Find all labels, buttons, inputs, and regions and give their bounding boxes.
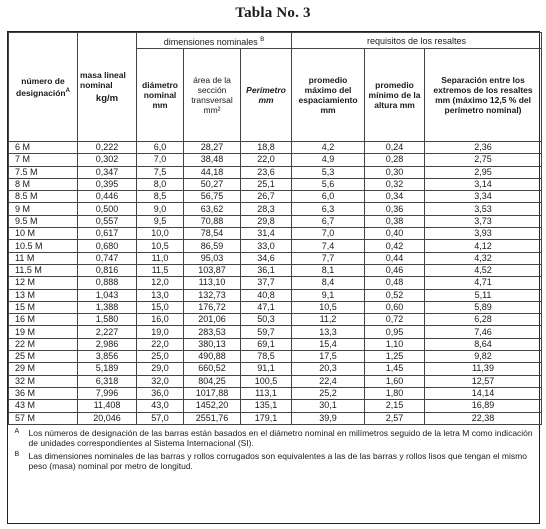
- cell-mass: 0,302: [78, 154, 137, 166]
- cell-mass: 0,222: [78, 142, 137, 154]
- table-row: [9, 314, 542, 326]
- cell-mass: 1,388: [78, 301, 137, 313]
- cell-separation: 3,73: [425, 215, 542, 227]
- cell-area: 86,59: [184, 240, 241, 252]
- cell-height: 0,30: [365, 166, 425, 178]
- cell-height: 0,28: [365, 154, 425, 166]
- table-row: [9, 191, 542, 203]
- table-row: [9, 351, 542, 363]
- table-row: [9, 289, 542, 301]
- header-diameter-unit: mm: [152, 100, 168, 110]
- table-notes: [9, 424, 542, 476]
- cell-perimeter: 23,6: [241, 166, 292, 178]
- cell-mass: 11,408: [78, 400, 137, 412]
- cell-diameter: 29,0: [137, 363, 184, 375]
- header-perimeter-label: Perímetro: [246, 85, 286, 95]
- header-mass-unit: kg/m: [95, 93, 119, 104]
- cell-height: 0,46: [365, 264, 425, 276]
- cell-area: 804,25: [184, 375, 241, 387]
- cell-area: 380,13: [184, 338, 241, 350]
- table-row: [9, 178, 542, 190]
- header-separation-label: Separación entre los extremos de los resaltes mm (máximo 12,5 % del perímetro nominal): [433, 75, 533, 115]
- note-b-mark: B: [14, 450, 20, 458]
- cell-perimeter: 34,6: [241, 252, 292, 264]
- cell-height: 0,34: [365, 191, 425, 203]
- table-row: [9, 215, 542, 227]
- cell-separation: 22,38: [425, 412, 542, 424]
- cell-diameter: 25,0: [137, 351, 184, 363]
- cell-diameter: 16,0: [137, 314, 184, 326]
- table-row: [9, 166, 542, 178]
- table-row: [9, 203, 542, 215]
- cell-spacing: 15,4: [292, 338, 365, 350]
- cell-mass: 1,043: [78, 289, 137, 301]
- cell-diameter: 6,0: [137, 142, 184, 154]
- cell-height: 1,25: [365, 351, 425, 363]
- cell-diameter: 11,0: [137, 252, 184, 264]
- cell-perimeter: 22,0: [241, 154, 292, 166]
- table-row: [9, 142, 542, 154]
- cell-height: 0,42: [365, 240, 425, 252]
- cell-diameter: 10,5: [137, 240, 184, 252]
- cell-area: 113,10: [184, 277, 241, 289]
- cell-mass: 0,500: [78, 203, 137, 215]
- cell-separation: 4,52: [425, 264, 542, 276]
- cell-perimeter: 69,1: [241, 338, 292, 350]
- cell-spacing: 4,9: [292, 154, 365, 166]
- cell-separation: 5,89: [425, 301, 542, 313]
- header-requirements-label: requisitos de los resaltes: [367, 35, 467, 46]
- header-diameter-label: diámetro nominal: [142, 80, 178, 100]
- cell-mass: 0,747: [78, 252, 137, 264]
- header-designation-label: número de designación: [16, 76, 66, 98]
- cell-separation: 11,39: [425, 363, 542, 375]
- header-diameter: [137, 49, 184, 142]
- cell-area: 201,06: [184, 314, 241, 326]
- header-area-unit: mm²: [203, 105, 221, 115]
- cell-area: 2551,76: [184, 412, 241, 424]
- cell-perimeter: 50,3: [241, 314, 292, 326]
- cell-separation: 12,57: [425, 375, 542, 387]
- cell-perimeter: 100,5: [241, 375, 292, 387]
- cell-area: 95,03: [184, 252, 241, 264]
- table-row: [9, 228, 542, 240]
- header-designation-mark: A: [65, 88, 70, 95]
- cell-spacing: 6,3: [292, 203, 365, 215]
- header-perimeter-unit: mm: [258, 95, 274, 105]
- cell-diameter: 15,0: [137, 301, 184, 313]
- cell-separation: 2,75: [425, 154, 542, 166]
- cell-area: 78,54: [184, 228, 241, 240]
- cell-perimeter: 25,1: [241, 178, 292, 190]
- cell-spacing: 8,4: [292, 277, 365, 289]
- table-row: [9, 277, 542, 289]
- cell-spacing: 22,4: [292, 375, 365, 387]
- cell-height: 0,48: [365, 277, 425, 289]
- cell-mass: 0,888: [78, 277, 137, 289]
- cell-height: 0,32: [365, 178, 425, 190]
- cell-designation: 6 M: [9, 142, 78, 154]
- table-row: [9, 400, 542, 412]
- cell-area: 1017,88: [184, 387, 241, 399]
- cell-area: 103,87: [184, 264, 241, 276]
- cell-diameter: 19,0: [137, 326, 184, 338]
- cell-height: 1,80: [365, 387, 425, 399]
- rebar-table: [8, 32, 542, 476]
- cell-designation: 36 M: [9, 387, 78, 399]
- cell-spacing: 8,1: [292, 264, 365, 276]
- cell-diameter: 8,5: [137, 191, 184, 203]
- cell-height: 0,44: [365, 252, 425, 264]
- cell-height: 0,72: [365, 314, 425, 326]
- header-mass: [78, 33, 137, 142]
- cell-area: 38,48: [184, 154, 241, 166]
- cell-height: 0,24: [365, 142, 425, 154]
- cell-designation: 9 M: [9, 203, 78, 215]
- cell-perimeter: 29,8: [241, 215, 292, 227]
- cell-designation: 32 M: [9, 375, 78, 387]
- cell-separation: 6,28: [425, 314, 542, 326]
- header-height-label: promedio mínimo de la altura mm: [368, 80, 421, 110]
- header-nominal-group-label: dimensiones nominales: [163, 36, 258, 47]
- table-row: [9, 375, 542, 387]
- cell-spacing: 11,2: [292, 314, 365, 326]
- cell-spacing: 5,6: [292, 178, 365, 190]
- cell-height: 0,95: [365, 326, 425, 338]
- header-spacing-unit: mm: [320, 105, 336, 115]
- cell-designation: 12 M: [9, 277, 78, 289]
- cell-area: 44,18: [184, 166, 241, 178]
- cell-spacing: 6,0: [292, 191, 365, 203]
- cell-perimeter: 91,1: [241, 363, 292, 375]
- cell-mass: 0,347: [78, 166, 137, 178]
- cell-mass: 6,318: [78, 375, 137, 387]
- cell-separation: 2,36: [425, 142, 542, 154]
- cell-perimeter: 47,1: [241, 301, 292, 313]
- cell-mass: 0,395: [78, 178, 137, 190]
- cell-separation: 8,64: [425, 338, 542, 350]
- cell-designation: 7 M: [9, 154, 78, 166]
- cell-perimeter: 31,4: [241, 228, 292, 240]
- cell-diameter: 36,0: [137, 387, 184, 399]
- cell-diameter: 10,0: [137, 228, 184, 240]
- cell-area: 70,88: [184, 215, 241, 227]
- cell-mass: 2,227: [78, 326, 137, 338]
- table-row: [9, 154, 542, 166]
- cell-separation: 16,89: [425, 400, 542, 412]
- cell-designation: 11 M: [9, 252, 78, 264]
- cell-designation: 57 M: [9, 412, 78, 424]
- cell-height: 2,57: [365, 412, 425, 424]
- header-requirements-group: [292, 33, 542, 49]
- cell-diameter: 32,0: [137, 375, 184, 387]
- cell-separation: 4,32: [425, 252, 542, 264]
- cell-area: 63,62: [184, 203, 241, 215]
- header-spacing: [292, 49, 365, 142]
- cell-spacing: 17,5: [292, 351, 365, 363]
- cell-spacing: 5,3: [292, 166, 365, 178]
- cell-spacing: 13,3: [292, 326, 365, 338]
- cell-diameter: 13,0: [137, 289, 184, 301]
- cell-height: 0,36: [365, 203, 425, 215]
- cell-spacing: 7,0: [292, 228, 365, 240]
- cell-height: 0,38: [365, 215, 425, 227]
- cell-diameter: 11,5: [137, 264, 184, 276]
- table-title: Tabla No. 3: [235, 5, 311, 21]
- cell-designation: 10 M: [9, 228, 78, 240]
- header-separation: [425, 49, 542, 142]
- cell-spacing: 30,1: [292, 400, 365, 412]
- cell-height: 1,45: [365, 363, 425, 375]
- cell-height: 1,60: [365, 375, 425, 387]
- cell-designation: 25 M: [9, 351, 78, 363]
- cell-separation: 14,14: [425, 387, 542, 399]
- note-a-text: Los números de designación de las barras están basados en el diámetro nominal en milímetros seguido de la letra M como indicación de unidades correspondientes al Sistema Internacional (SI).: [28, 427, 533, 448]
- note-a-mark: A: [14, 427, 20, 435]
- cell-height: 0,60: [365, 301, 425, 313]
- table-row: [9, 387, 542, 399]
- cell-separation: 2,95: [425, 166, 542, 178]
- cell-area: 490,88: [184, 351, 241, 363]
- cell-separation: 5,11: [425, 289, 542, 301]
- cell-perimeter: 113,1: [241, 387, 292, 399]
- cell-spacing: 7,7: [292, 252, 365, 264]
- cell-perimeter: 26,7: [241, 191, 292, 203]
- cell-height: 0,52: [365, 289, 425, 301]
- header-nominal-group-mark: B: [260, 36, 265, 43]
- cell-designation: 9.5 M: [9, 215, 78, 227]
- cell-area: 50,27: [184, 178, 241, 190]
- cell-diameter: 22,0: [137, 338, 184, 350]
- cell-spacing: 9,1: [292, 289, 365, 301]
- cell-designation: 7.5 M: [9, 166, 78, 178]
- cell-separation: 4,12: [425, 240, 542, 252]
- cell-designation: 10.5 M: [9, 240, 78, 252]
- header-designation: [9, 33, 78, 142]
- table-row: [9, 338, 542, 350]
- table-row: [9, 326, 542, 338]
- cell-area: 28,27: [184, 142, 241, 154]
- cell-perimeter: 18,8: [241, 142, 292, 154]
- note-a: [13, 428, 538, 448]
- cell-mass: 0,617: [78, 228, 137, 240]
- note-b-text: Las dimensiones nominales de las barras y rollos corrugados son equivalentes a las de las barras y rollos lisos que tengan el mismo peso (masa) nominal por metro de longitud.: [28, 450, 527, 471]
- cell-diameter: 7,5: [137, 166, 184, 178]
- cell-mass: 0,680: [78, 240, 137, 252]
- cell-mass: 7,996: [78, 387, 137, 399]
- cell-perimeter: 59,7: [241, 326, 292, 338]
- cell-separation: 4,71: [425, 277, 542, 289]
- cell-perimeter: 78,5: [241, 351, 292, 363]
- cell-mass: 0,446: [78, 191, 137, 203]
- cell-spacing: 10,5: [292, 301, 365, 313]
- cell-diameter: 9,0: [137, 203, 184, 215]
- cell-perimeter: 36,1: [241, 264, 292, 276]
- cell-diameter: 43,0: [137, 400, 184, 412]
- cell-perimeter: 33,0: [241, 240, 292, 252]
- cell-designation: 11.5 M: [9, 264, 78, 276]
- header-height: [365, 49, 425, 142]
- cell-separation: 7,46: [425, 326, 542, 338]
- header-mass-label: masa lineal nominal: [80, 70, 126, 90]
- cell-designation: 43 M: [9, 400, 78, 412]
- cell-mass: 5,189: [78, 363, 137, 375]
- cell-spacing: 7,4: [292, 240, 365, 252]
- cell-area: 176,72: [184, 301, 241, 313]
- table-row: [9, 240, 542, 252]
- table-row: [9, 264, 542, 276]
- cell-spacing: 25,2: [292, 387, 365, 399]
- cell-diameter: 12,0: [137, 277, 184, 289]
- cell-separation: 3,93: [425, 228, 542, 240]
- cell-designation: 19 M: [9, 326, 78, 338]
- cell-area: 660,52: [184, 363, 241, 375]
- table-row: [9, 252, 542, 264]
- cell-perimeter: 135,1: [241, 400, 292, 412]
- cell-designation: 29 M: [9, 363, 78, 375]
- cell-designation: 22 M: [9, 338, 78, 350]
- table-row: [9, 301, 542, 313]
- cell-mass: 2,986: [78, 338, 137, 350]
- cell-diameter: 57,0: [137, 412, 184, 424]
- table-row: [9, 412, 542, 424]
- header-perimeter: [241, 49, 292, 142]
- cell-spacing: 20,3: [292, 363, 365, 375]
- header-area: [184, 49, 241, 142]
- cell-spacing: 6,7: [292, 215, 365, 227]
- cell-spacing: 39,9: [292, 412, 365, 424]
- cell-diameter: 9,5: [137, 215, 184, 227]
- cell-area: 1452,20: [184, 400, 241, 412]
- cell-separation: 3,14: [425, 178, 542, 190]
- header-area-label: área de la sección transversal: [191, 75, 233, 105]
- cell-designation: 8 M: [9, 178, 78, 190]
- cell-mass: 3,856: [78, 351, 137, 363]
- cell-diameter: 7,0: [137, 154, 184, 166]
- cell-designation: 15 M: [9, 301, 78, 313]
- cell-designation: 16 M: [9, 314, 78, 326]
- cell-area: 56,75: [184, 191, 241, 203]
- cell-perimeter: 28,3: [241, 203, 292, 215]
- cell-area: 283,53: [184, 326, 241, 338]
- cell-mass: 20,046: [78, 412, 137, 424]
- note-b: [13, 451, 538, 471]
- cell-perimeter: 40,8: [241, 289, 292, 301]
- header-nominal-group: [137, 33, 292, 49]
- cell-perimeter: 179,1: [241, 412, 292, 424]
- table-row: [9, 363, 542, 375]
- header-spacing-label: promedio máximo del espaciamiento: [298, 75, 358, 105]
- data-table-frame: [7, 31, 540, 524]
- cell-designation: 13 M: [9, 289, 78, 301]
- cell-height: 0,40: [365, 228, 425, 240]
- cell-separation: 9,82: [425, 351, 542, 363]
- cell-separation: 3,53: [425, 203, 542, 215]
- cell-diameter: 8,0: [137, 178, 184, 190]
- cell-mass: 1,580: [78, 314, 137, 326]
- table-body: [9, 142, 542, 425]
- cell-designation: 8.5 M: [9, 191, 78, 203]
- cell-height: 1,10: [365, 338, 425, 350]
- cell-mass: 0,816: [78, 264, 137, 276]
- cell-spacing: 4,2: [292, 142, 365, 154]
- cell-mass: 0,557: [78, 215, 137, 227]
- cell-area: 132,73: [184, 289, 241, 301]
- cell-perimeter: 37,7: [241, 277, 292, 289]
- cell-height: 2,15: [365, 400, 425, 412]
- cell-separation: 3,34: [425, 191, 542, 203]
